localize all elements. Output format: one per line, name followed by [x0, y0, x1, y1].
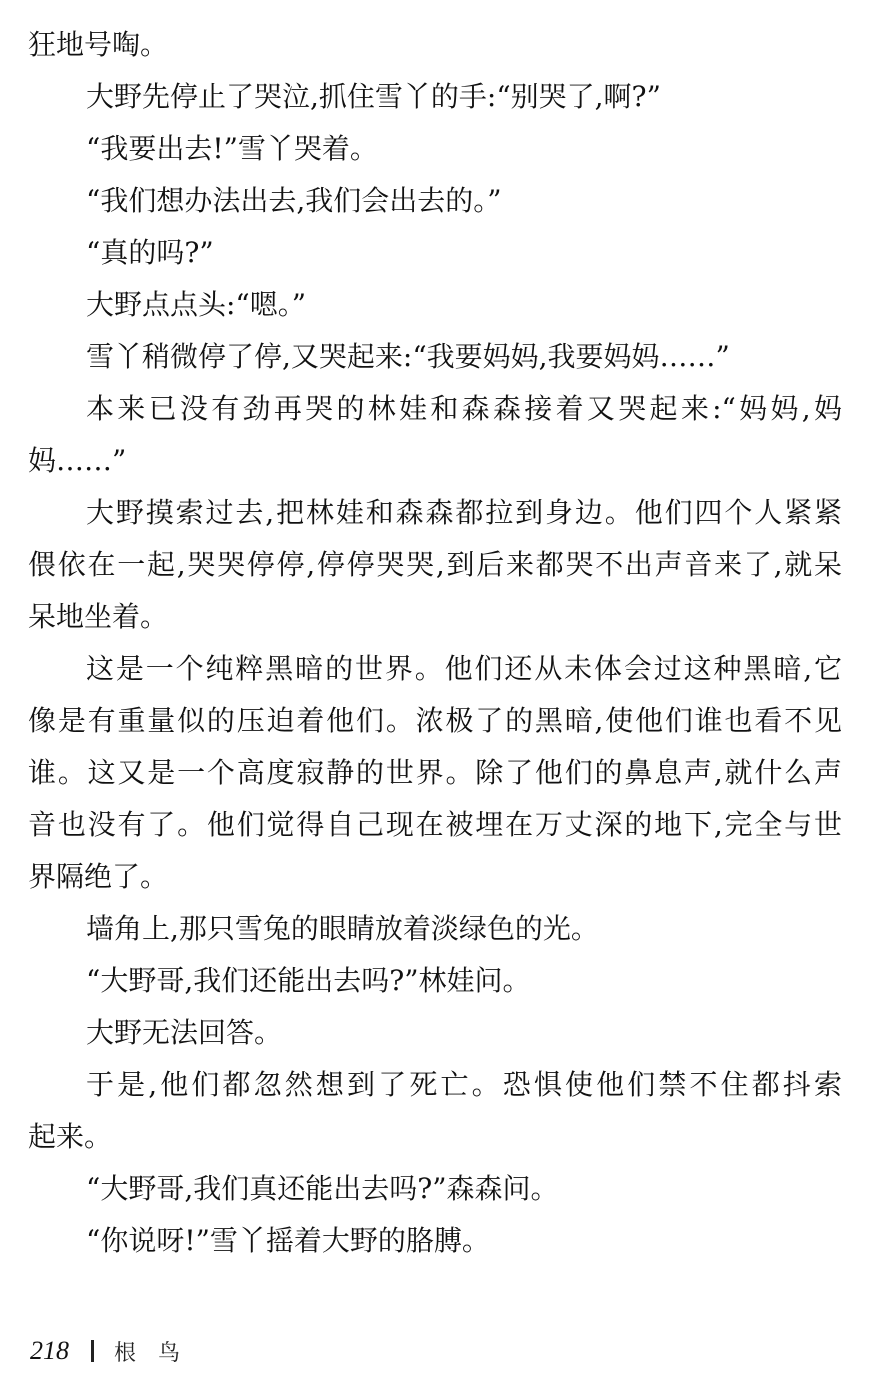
- body-text: [28, 19, 842, 1267]
- text-line: “我要出去!”雪丫哭着。: [86, 132, 378, 165]
- text-line: 本来已没有劲再哭的林娃和森森接着又哭起来:“妈妈,妈: [86, 392, 842, 425]
- paragraph: [28, 331, 842, 383]
- text-line: 大野无法回答。: [86, 1016, 283, 1049]
- footer-divider: [91, 1340, 94, 1362]
- paragraph: [28, 1007, 842, 1059]
- text-line: 墙角上,那只雪兔的眼睛放着淡绿色的光。: [86, 912, 599, 945]
- text-line: 狂地号啕。: [28, 28, 169, 61]
- text-line: 呆地坐着。: [28, 600, 169, 633]
- paragraph: [28, 955, 842, 1007]
- text-line: 这是一个纯粹黑暗的世界。他们还从未体会过这种黑暗,它: [86, 652, 842, 685]
- text-line: 偎依在一起,哭哭停停,停停哭哭,到后来都哭不出声音来了,就呆: [28, 548, 842, 581]
- page-footer: [30, 1333, 202, 1369]
- paragraph: [28, 19, 842, 71]
- text-line: 起来。: [28, 1120, 113, 1153]
- text-line: 谁。这又是一个高度寂静的世界。除了他们的鼻息声,就什么声: [28, 756, 842, 789]
- paragraph: [28, 643, 842, 903]
- text-line: 于是,他们都忽然想到了死亡。恐惧使他们禁不住都抖索: [86, 1068, 842, 1101]
- text-line: “你说呀!”雪丫摇着大野的胳膊。: [86, 1224, 490, 1257]
- paragraph: [28, 175, 842, 227]
- text-line: 大野先停止了哭泣,抓住雪丫的手:“别哭了,啊?”: [86, 80, 661, 113]
- text-line: 大野点点头:“嗯。”: [86, 288, 307, 321]
- paragraph: [28, 487, 842, 643]
- paragraph: [28, 1163, 842, 1215]
- text-line: 雪丫稍微停了停,又哭起来:“我要妈妈,我要妈妈……”: [86, 340, 730, 373]
- paragraph: [28, 1215, 842, 1267]
- text-line: 音也没有了。他们觉得自己现在被埋在万丈深的地下,完全与世: [28, 808, 842, 841]
- paragraph: [28, 227, 842, 279]
- paragraph: [28, 383, 842, 487]
- text-line: 妈……”: [28, 444, 127, 477]
- book-title: 根鸟: [114, 1340, 203, 1366]
- text-line: “我们想办法出去,我们会出去的。”: [86, 184, 502, 217]
- page-number: 218: [30, 1336, 69, 1365]
- paragraph: [28, 71, 842, 123]
- text-line: 像是有重量似的压迫着他们。浓极了的黑暗,使他们谁也看不见: [28, 704, 842, 737]
- text-line: “真的吗?”: [86, 236, 214, 269]
- text-line: 界隔绝了。: [28, 860, 169, 893]
- text-line: 大野摸索过去,把林娃和森森都拉到身边。他们四个人紧紧: [86, 496, 842, 529]
- paragraph: [28, 1059, 842, 1163]
- paragraph: [28, 279, 842, 331]
- paragraph: [28, 903, 842, 955]
- text-line: “大野哥,我们真还能出去吗?”森森问。: [86, 1172, 559, 1205]
- text-line: “大野哥,我们还能出去吗?”林娃问。: [86, 964, 531, 997]
- paragraph: [28, 123, 842, 175]
